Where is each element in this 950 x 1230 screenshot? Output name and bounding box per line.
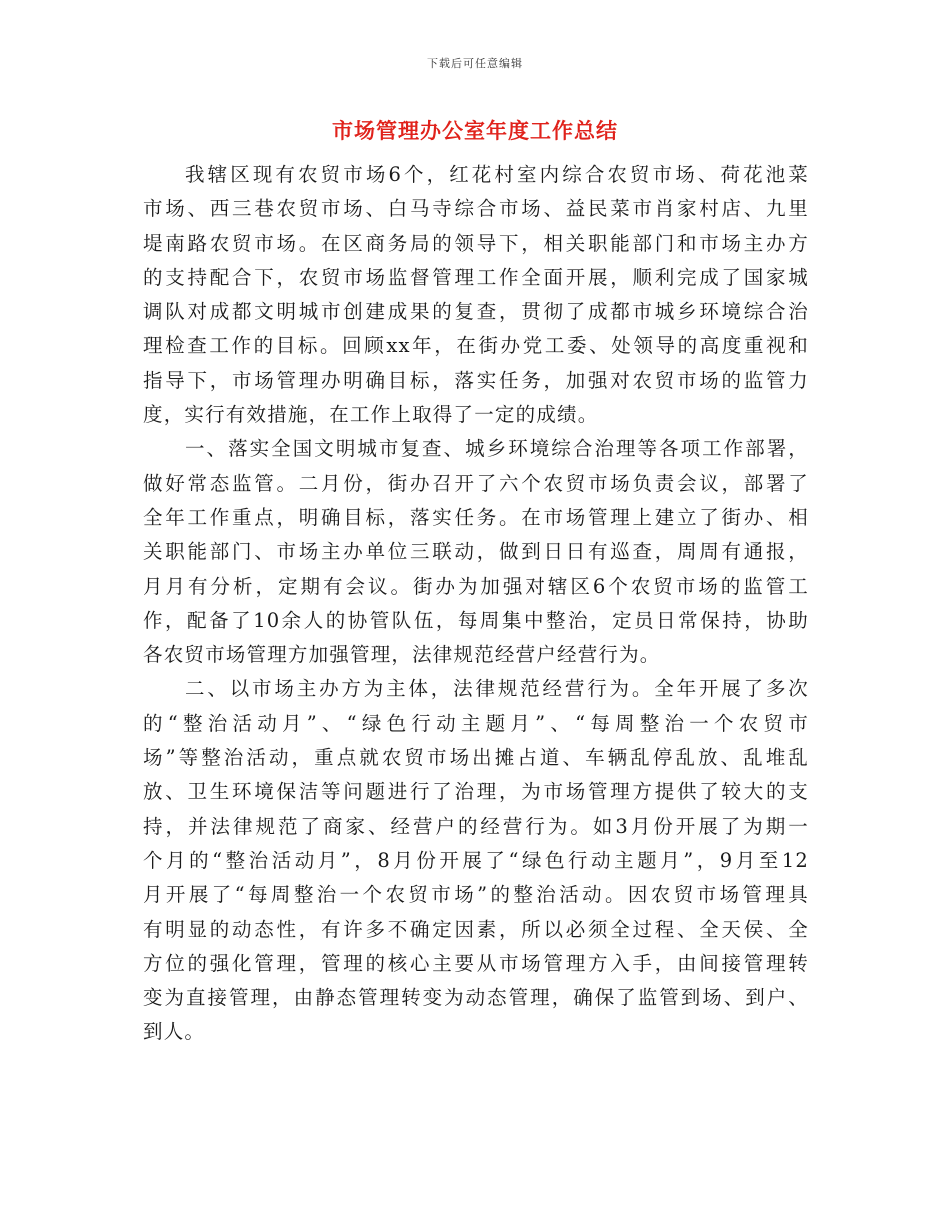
paragraph-line: 有明显的动态性，有许多不确定因素，所以必须全过程、全天侯、全 bbox=[143, 917, 809, 941]
paragraph-line: 各农贸市场管理方加强管理，法律规范经营户经营行为。 bbox=[143, 643, 661, 667]
paragraph-line: 我辖区现有农贸市场6个，红花村室内综合农贸市场、荷花池菜 bbox=[185, 163, 809, 186]
paragraph-line: 的“整治活动月”、“绿色行动主题月”、“每周整治一个农贸市 bbox=[143, 711, 809, 735]
paragraph-line: 指导下，市场管理办明确目标，落实任务，加强对农贸市场的监管力 bbox=[143, 368, 809, 392]
paragraph bbox=[143, 432, 809, 672]
paragraph-line: 方位的强化管理，管理的核心主要从市场管理方入手，由间接管理转 bbox=[143, 951, 809, 975]
document-title: 市场管理办公室年度工作总结 bbox=[332, 119, 618, 143]
paragraph-line: 个月的“整治活动月”，8月份开展了“绿色行动主题月”，9月至12 bbox=[143, 848, 809, 872]
document-body bbox=[143, 158, 809, 1050]
header-note: 下载后可任意编辑 bbox=[427, 57, 523, 70]
paragraph-line: 作，配备了10余人的协管队伍，每周集中整治，定员日常保持，协助 bbox=[143, 608, 809, 632]
paragraph-line: 全年工作重点，明确目标，落实任务。在市场管理上建立了街办、相 bbox=[143, 505, 809, 529]
paragraph-line: 到人。 bbox=[143, 1020, 206, 1044]
paragraph-line: 关职能部门、市场主办单位三联动，做到日日有巡查，周周有通报， bbox=[143, 540, 809, 564]
paragraph-line: 调队对成都文明城市创建成果的复查，贯彻了成都市城乡环境综合治 bbox=[143, 300, 809, 324]
paragraph-line: 做好常态监管。二月份，街办召开了六个农贸市场负责会议，部署了 bbox=[143, 471, 809, 495]
paragraph-line: 一、落实全国文明城市复查、城乡环境综合治理等各项工作部署， bbox=[185, 437, 809, 461]
paragraph-line: 市场、西三巷农贸市场、白马寺综合市场、益民菜市肖家村店、九里 bbox=[143, 197, 809, 221]
paragraph-line: 理检查工作的目标。回顾xx年，在街办党工委、处领导的高度重视和 bbox=[143, 334, 809, 358]
paragraph-line: 持，并法律规范了商家、经营户的经营行为。如3月份开展了为期一 bbox=[143, 814, 809, 838]
paragraph bbox=[143, 672, 809, 1049]
paragraph-line: 月月有分析，定期有会议。街办为加强对辖区6个农贸市场的监管工 bbox=[143, 574, 809, 598]
paragraph-line: 月开展了“每周整治一个农贸市场”的整治活动。因农贸市场管理具 bbox=[143, 883, 809, 907]
paragraph-line: 的支持配合下，农贸市场监督管理工作全面开展，顺利完成了国家城 bbox=[143, 265, 809, 289]
paragraph-line: 放、卫生环境保洁等问题进行了治理，为市场管理方提供了较大的支 bbox=[143, 780, 809, 804]
paragraph bbox=[143, 158, 809, 432]
paragraph-line: 堤南路农贸市场。在区商务局的领导下，相关职能部门和市场主办方 bbox=[143, 231, 809, 255]
paragraph-line: 变为直接管理，由静态管理转变为动态管理，确保了监管到场、到户、 bbox=[143, 986, 809, 1010]
paragraph-line: 二、以市场主办方为主体，法律规范经营行为。全年开展了多次 bbox=[185, 677, 809, 701]
paragraph-line: 场”等整治活动，重点就农贸市场出摊占道、车辆乱停乱放、乱堆乱 bbox=[143, 746, 809, 770]
paragraph-line: 度，实行有效措施，在工作上取得了一定的成绩。 bbox=[143, 403, 599, 427]
